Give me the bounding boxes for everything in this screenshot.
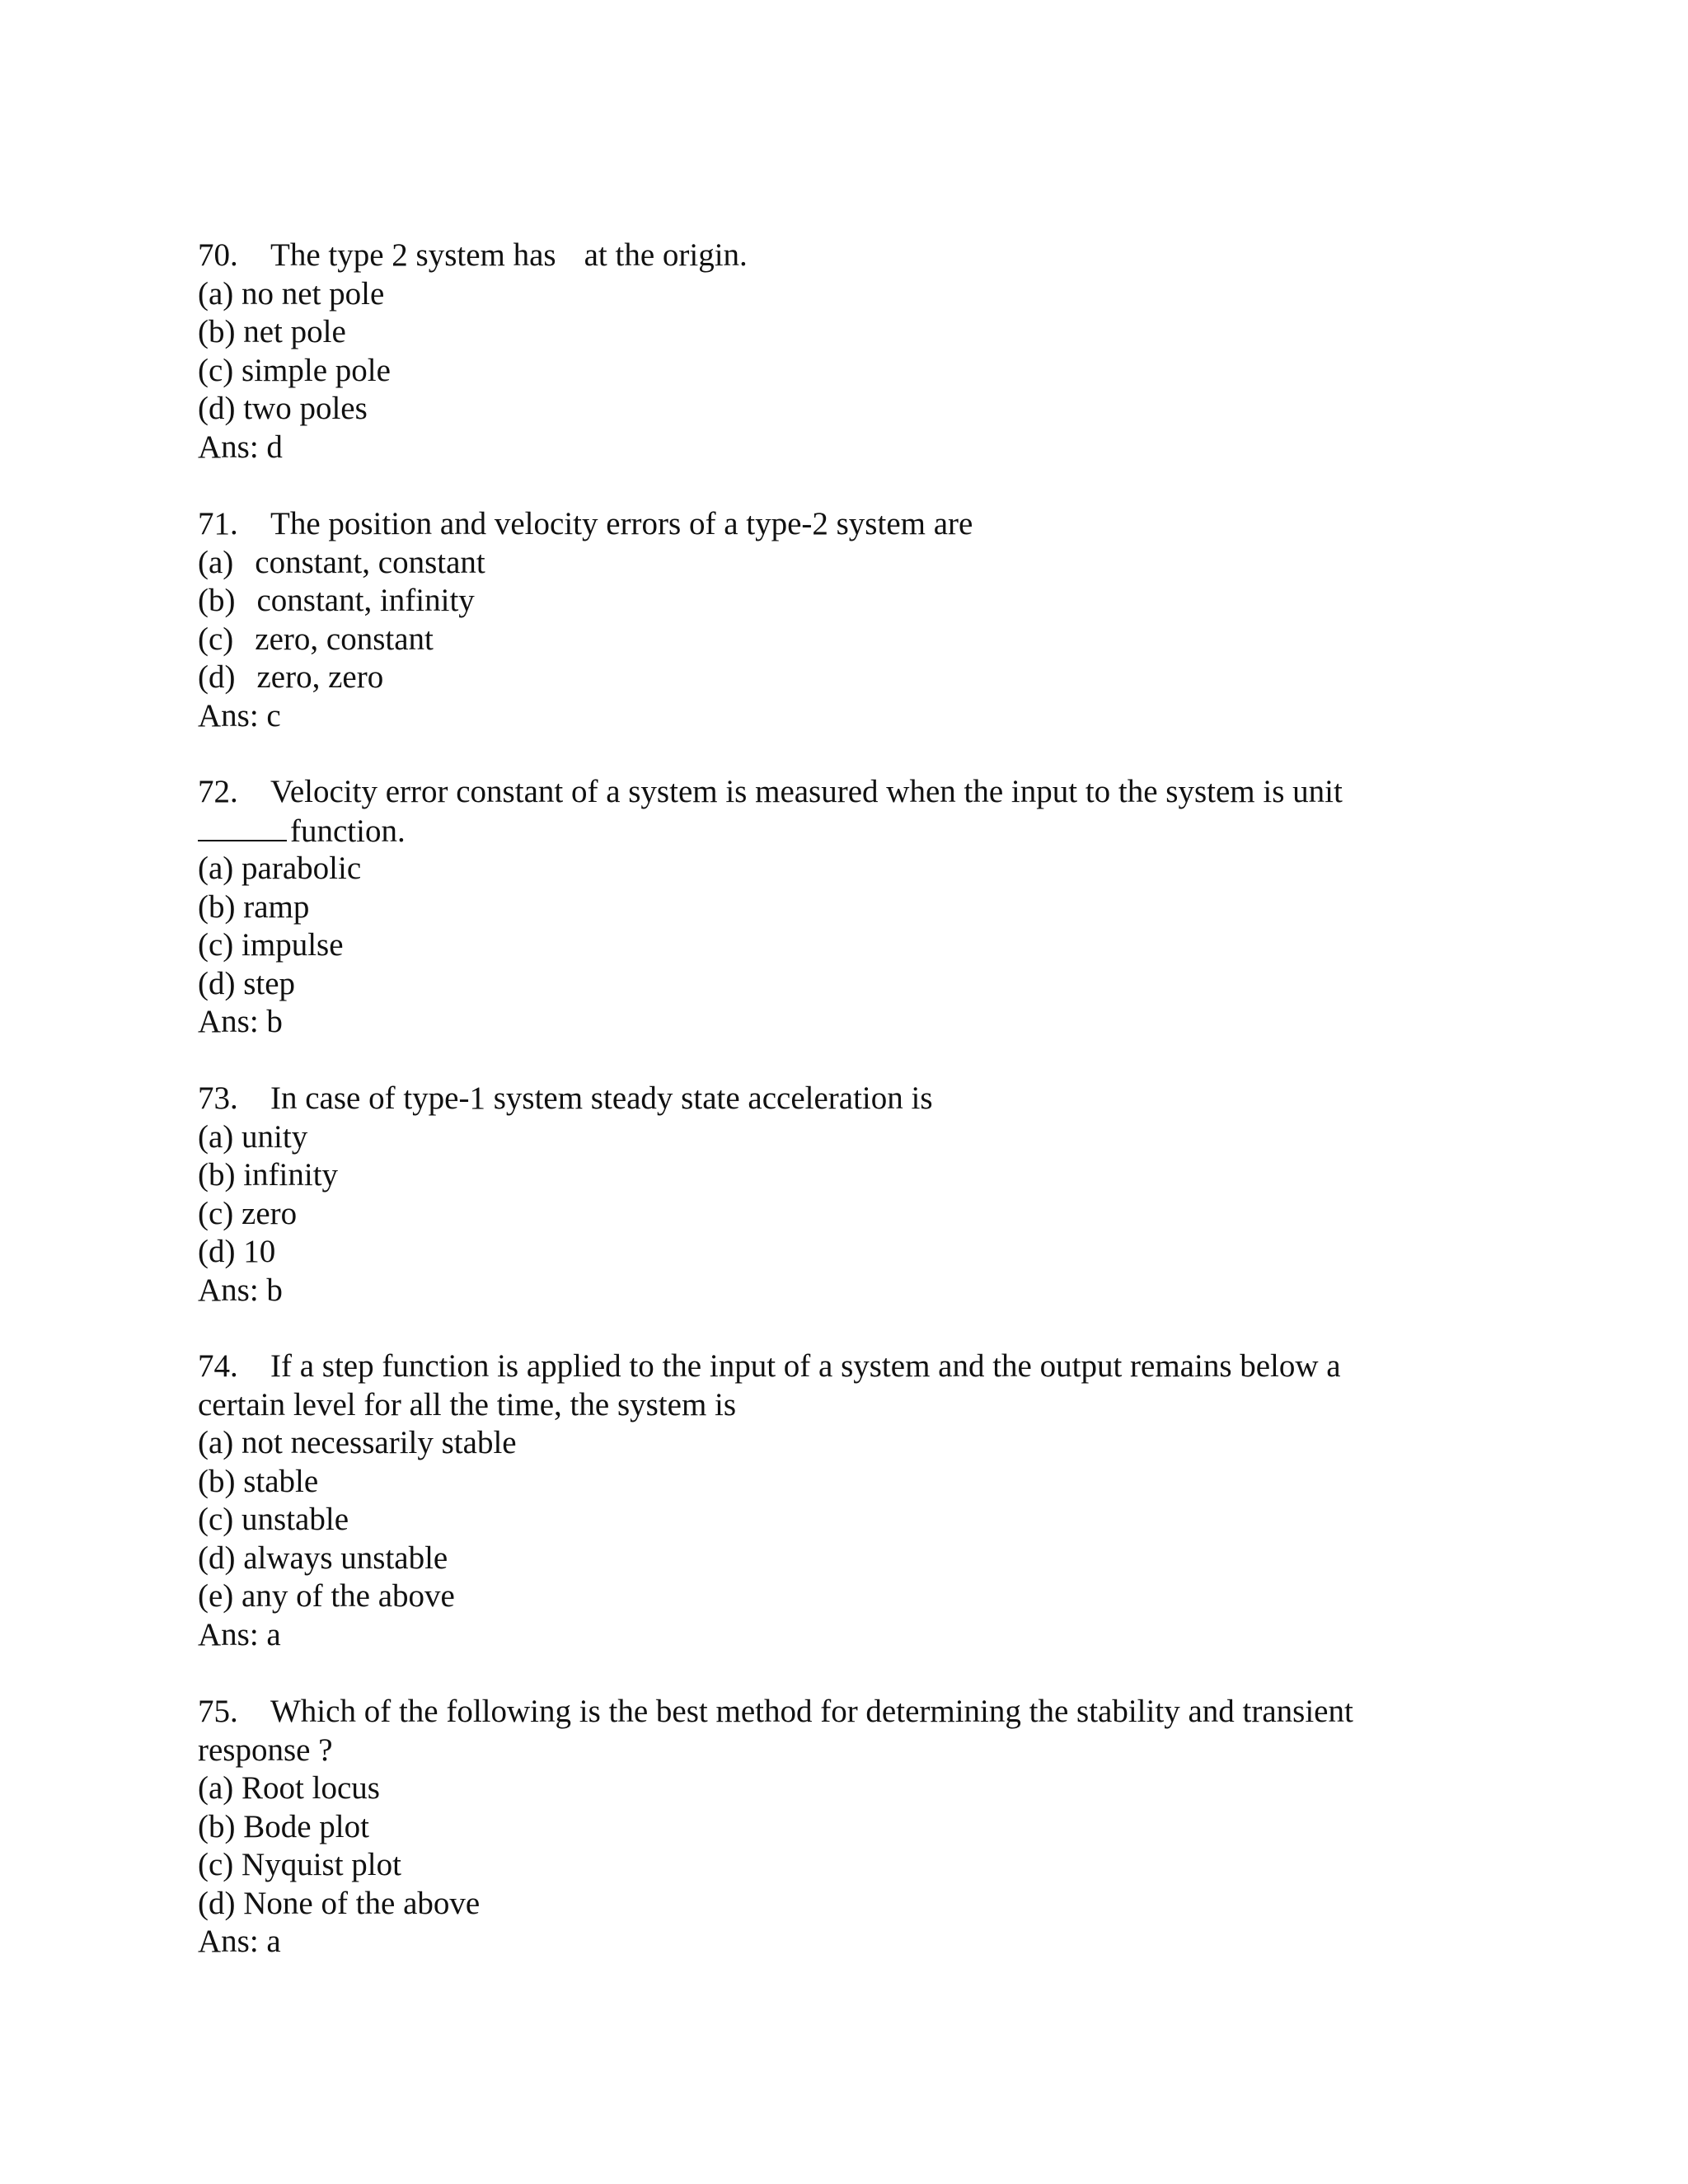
option-a: (a) unity	[198, 1118, 308, 1155]
question-stem-continued	[198, 812, 1484, 851]
stem-cont: function.	[290, 813, 406, 849]
option-b	[198, 582, 1484, 621]
stem-after: at the origin.	[584, 237, 748, 273]
question-stem	[198, 1080, 1484, 1118]
option-a: (a) Root locus	[198, 1770, 380, 1806]
stem-text: In case of type-1 system steady state acceleration is	[270, 1080, 933, 1116]
question-71	[198, 505, 1484, 735]
answer: Ans: a	[198, 1924, 281, 1959]
question-number: 70.	[198, 237, 238, 273]
question-74	[198, 1347, 1484, 1654]
question-number: 73.	[198, 1080, 238, 1116]
question-number: 72.	[198, 774, 238, 809]
option-d	[198, 658, 1484, 697]
option-b: (b) stable	[198, 1463, 319, 1499]
option-letter: (c)	[198, 621, 234, 657]
option-d: (d) two poles	[198, 391, 368, 426]
answer: Ans: d	[198, 429, 283, 465]
option-c: (c) Nyquist plot	[198, 1847, 401, 1882]
question-stem	[198, 1347, 1484, 1386]
option-a: (a) parabolic	[198, 851, 362, 886]
option-b: (b) net pole	[198, 314, 346, 349]
option-c: (c) simple pole	[198, 352, 391, 388]
fill-blank	[198, 812, 287, 841]
answer: Ans: b	[198, 1004, 283, 1039]
question-75	[198, 1693, 1484, 1961]
stem-text: Which of the following is the best method for determining the stability and transient	[270, 1694, 1353, 1729]
question-stem-continued: certain level for all the time, the system is	[198, 1386, 737, 1422]
question-stem	[198, 505, 1484, 544]
option-e: (e) any of the above	[198, 1578, 455, 1614]
stem-text: The position and velocity errors of a type-2 system are	[270, 506, 973, 541]
question-number: 75.	[198, 1694, 238, 1729]
option-c: (c) impulse	[198, 927, 344, 963]
question-73	[198, 1080, 1484, 1310]
option-d: (d) 10	[198, 1234, 276, 1269]
option-text: zero, constant	[255, 621, 434, 657]
option-a	[198, 544, 1484, 583]
answer: Ans: a	[198, 1616, 281, 1652]
question-stem-continued: response ?	[198, 1732, 333, 1768]
answer: Ans: b	[198, 1272, 283, 1308]
option-a: (a) no net pole	[198, 275, 385, 312]
option-b: (b) Bode plot	[198, 1808, 369, 1844]
option-c: (c) zero	[198, 1195, 298, 1231]
answer: Ans: c	[198, 697, 281, 733]
question-stem	[198, 237, 1484, 275]
option-c	[198, 621, 1484, 659]
option-letter: (d)	[198, 659, 236, 695]
stem-before: The type 2 system has	[270, 237, 556, 273]
option-letter: (a)	[198, 544, 234, 580]
question-stem	[198, 773, 1484, 812]
option-text: constant, constant	[255, 544, 485, 580]
stem-text: Velocity error constant of a system is measured when the input to the system is unit	[270, 774, 1343, 809]
option-text: zero, zero	[256, 659, 384, 695]
question-72	[198, 773, 1484, 1042]
option-d: (d) always unstable	[198, 1540, 448, 1576]
question-70	[198, 237, 1484, 466]
stem-text: If a step function is applied to the input of a system and the output remains below a	[270, 1348, 1341, 1384]
option-b: (b) infinity	[198, 1157, 339, 1193]
option-text: constant, infinity	[256, 583, 475, 618]
option-d: (d) None of the above	[198, 1885, 481, 1921]
option-c: (c) unstable	[198, 1502, 349, 1537]
option-letter: (b)	[198, 583, 236, 618]
question-number: 74.	[198, 1348, 238, 1384]
option-d: (d) step	[198, 965, 296, 1001]
option-a: (a) not necessarily stable	[198, 1425, 517, 1460]
question-stem	[198, 1693, 1484, 1732]
option-b: (b) ramp	[198, 888, 310, 925]
question-number: 71.	[198, 506, 238, 541]
